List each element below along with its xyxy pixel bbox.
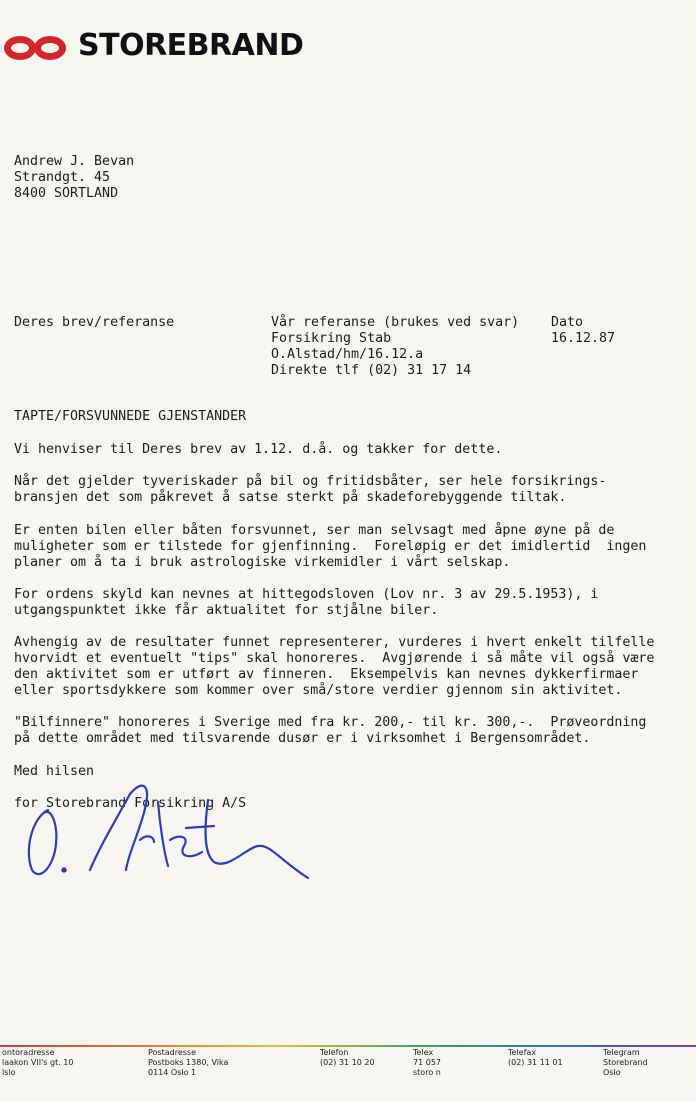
footer-fax-value: (02) 31 11 01: [508, 1058, 563, 1067]
paragraph-5-line: eller sportsdykkere som kommer over små/store verdier gjennom sin aktivitet.: [14, 683, 623, 698]
recipient-street: Strandgt. 45: [14, 170, 111, 185]
footer-fax: [508, 1048, 563, 1068]
footer-post-label: Postadresse: [148, 1048, 197, 1057]
closing-company: for Storebrand Forsikring A/S: [14, 796, 247, 811]
letter-subject: TAPTE/FORSVUNNEDE GJENSTANDER: [14, 409, 247, 424]
paragraph-3: [14, 523, 646, 571]
paragraph-3-line: Er enten bilen eller båten forsvunnet, ser man selvsagt med åpne øyne på de: [14, 523, 615, 538]
recipient-address: [14, 154, 134, 202]
paragraph-6-line: på dette området med tilsvarende dusør er i virksomhet i Bergensområdet.: [14, 731, 591, 746]
date-label: Dato: [551, 315, 584, 330]
footer-phone: [320, 1048, 375, 1068]
paragraph-5: [14, 635, 654, 699]
your-reference-label: Deres brev/referanse: [14, 315, 175, 330]
footer-office-address: [2, 1048, 73, 1078]
footer-telegram-line: Oslo: [603, 1068, 621, 1077]
date-block: [551, 315, 615, 347]
footer-postal-address: [148, 1048, 228, 1078]
footer-telex: [413, 1048, 441, 1078]
paragraph-1-line: Vi henviser til Deres brev av 1.12. d.å. og takker for dette.: [14, 442, 503, 457]
paragraph-2: [14, 474, 606, 506]
paragraph-5-line: hvorvidt et eventuelt "tips" skal honoreres. Avgjørende i så måte vil også være: [14, 651, 655, 666]
footer-telex-line: storo n: [413, 1068, 441, 1077]
our-reference-dept: Forsikring Stab: [271, 331, 392, 346]
our-reference-phone: Direkte tlf (02) 31 17 14: [271, 363, 472, 378]
brand-name: STOREBRAND: [78, 28, 304, 63]
paragraph-3-line: planer om å ta i bruk astrologiske virkemidler i vårt selskap.: [14, 555, 511, 570]
our-reference-block: [271, 315, 519, 379]
paragraph-6-line: "Bilfinnere" honoreres i Sverige med fra kr. 200,- til kr. 300,-. Prøveordning: [14, 715, 647, 730]
our-reference-label: Vår referanse (brukes ved svar): [271, 315, 520, 330]
paragraph-4-line: For ordens skyld kan nevnes at hittegodsloven (Lov nr. 3 av 29.5.1953), i: [14, 587, 599, 602]
paragraph-5-line: Avhengig av de resultater funnet representerer, vurderes i hvert enkelt tilfelle: [14, 635, 655, 650]
paragraph-4-line: utgangspunktet ikke får aktualitet for stjålne biler.: [14, 603, 439, 618]
footer-phone-value: (02) 31 10 20: [320, 1058, 375, 1067]
footer-office-label: ontoradresse: [2, 1048, 55, 1057]
paragraph-6: [14, 715, 646, 747]
paragraph-1: [14, 442, 502, 458]
footer-office-line: laakon VII's gt. 10: [2, 1058, 74, 1067]
footer-post-line: 0114 Oslo 1: [148, 1068, 197, 1077]
date-value: 16.12.87: [551, 331, 616, 346]
paragraph-2-line: Når det gjelder tyveriskader på bil og fritidsbåter, ser hele forsikrings-: [14, 474, 607, 489]
footer-telegram: [603, 1048, 648, 1078]
paragraph-2-line: bransjen det som påkrevet å satse sterkt på skadeforebyggende tiltak.: [14, 490, 567, 505]
our-reference-code: O.Alstad/hm/16.12.a: [271, 347, 424, 362]
footer-telegram-line: Storebrand: [603, 1058, 648, 1067]
closing-greeting: Med hilsen: [14, 764, 95, 779]
footer-post-line: Postboks 1380, Vika: [148, 1058, 229, 1067]
footer-office-line: lslo: [2, 1068, 16, 1077]
recipient-name: Andrew J. Bevan: [14, 154, 135, 169]
recipient-city: 8400 SORTLAND: [14, 186, 119, 201]
paragraph-3-line: muligheter som er tilstede for gjenfinning. Foreløpig er det imidlertid ingen: [14, 539, 647, 554]
footer-telex-label: Telex: [413, 1048, 434, 1057]
footer-telex-line: 71 057: [413, 1058, 441, 1067]
paragraph-4: [14, 587, 598, 619]
footer-fax-label: Telefax: [508, 1048, 537, 1057]
handwritten-signature: [18, 770, 318, 890]
footer-color-rule: [0, 1045, 696, 1047]
footer-phone-label: Telefon: [320, 1048, 349, 1057]
paragraph-5-line: den aktivitet som er utført av finneren. Eksempelvis kan nevnes dykkerfirmaer: [14, 667, 639, 682]
storebrand-logo-icon: [2, 30, 68, 66]
footer-telegram-label: Telegram: [603, 1048, 640, 1057]
